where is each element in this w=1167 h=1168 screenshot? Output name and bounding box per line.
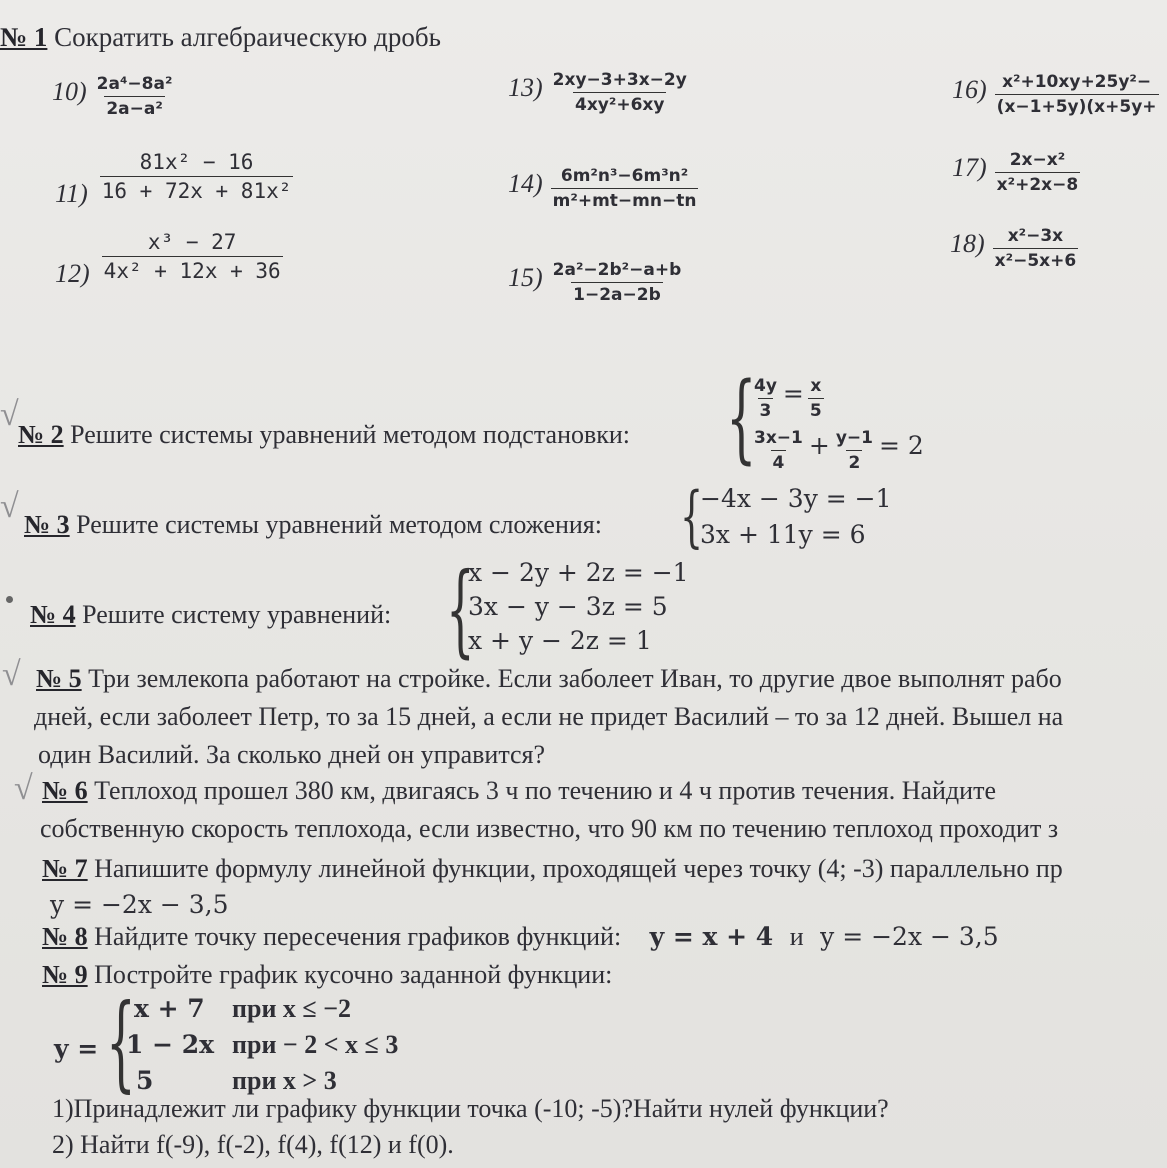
denominator: 4xy²+6xy: [573, 92, 666, 115]
task4-text: Решите систему уравнений:: [82, 600, 392, 629]
task4-eq1: x − 2y + 2z = −1: [468, 558, 689, 587]
task2-number: № 2: [18, 420, 64, 449]
task9-question1: 1)Принадлежит ли графику функции точка (-10; -5)?Найти нулей функции?: [52, 1094, 889, 1123]
piece-3-expr: 5: [136, 1066, 154, 1095]
task1-title: Сократить алгебраическую дробь: [54, 22, 441, 52]
fraction-item-14: [508, 166, 698, 211]
operator: +: [808, 431, 830, 461]
numerator: 4y: [754, 376, 777, 396]
piece-2-cond: при − 2 < x ≤ 3: [232, 1030, 399, 1059]
item-label: 14): [508, 169, 543, 199]
task7-heading: [42, 854, 1063, 884]
task6-number: № 6: [42, 776, 88, 805]
denominator: 2a−a²: [104, 96, 164, 119]
item-label: 13): [508, 73, 543, 103]
task2-text: Решите системы уравнений методом подстановки:: [70, 420, 631, 449]
task6-text: Теплоход прошел 380 км, двигаясь 3 ч по течению и 4 ч против течения. Найдите: [94, 776, 996, 805]
task9-number: № 9: [42, 960, 88, 989]
bullet-dot-icon: [6, 596, 13, 603]
task3-text: Решите системы уравнений методом сложения:: [76, 510, 602, 539]
numerator: x²−3x: [1007, 226, 1064, 246]
task8-heading: [42, 922, 999, 952]
piece-1-cond: при x ≤ −2: [232, 994, 352, 1023]
numerator: 2a²−2b²−a+b: [552, 260, 682, 280]
denominator: 4x² + 12x + 36: [102, 256, 283, 283]
numerator: 81x² − 16: [139, 150, 254, 174]
piece-2-expr: 1 − 2x: [126, 1030, 215, 1059]
denominator: 2: [846, 450, 862, 473]
numerator: x: [810, 376, 822, 396]
task9-question2: 2) Найти f(-9), f(-2), f(4), f(12) и f(0).: [52, 1130, 454, 1159]
item-label: 11): [55, 179, 88, 209]
task5-text: Три землекопа работают на стройке. Если заболеет Иван, то другие двое выполнят рабо: [88, 664, 1062, 693]
fraction: [808, 376, 824, 421]
numerator: 2x−x²: [1009, 150, 1066, 170]
task7-formula: y = −2x − 3,5: [50, 890, 229, 919]
check-mark-icon: √: [0, 396, 19, 433]
piecewise-lhs: y =: [54, 1034, 99, 1063]
task4-eq2: 3x − y − 3z = 5: [468, 592, 668, 621]
task5-line1: [36, 664, 1062, 694]
item-label: 15): [508, 263, 543, 293]
fraction-item-11: [55, 150, 293, 209]
task6-line2: собственную скорость теплохода, если известно, что 90 км по течению теплоход проходит з: [40, 814, 1059, 843]
item-label: 16): [952, 75, 987, 105]
task3-heading: [24, 510, 602, 540]
task7-number: № 7: [42, 854, 88, 883]
fraction-item-18: [950, 226, 1078, 271]
task4-heading: [30, 600, 391, 630]
denominator: 4: [771, 450, 787, 473]
task5-line3: один Василий. За сколько дней он управится?: [38, 740, 546, 769]
task1-number: № 1: [0, 22, 48, 52]
numerator: 3x−1: [754, 428, 803, 448]
item-label: 18): [950, 229, 985, 259]
piece-3-cond: при x > 3: [232, 1066, 337, 1095]
system-brace-icon: {: [726, 362, 757, 474]
numerator: 2xy−3+3x−2y: [552, 70, 687, 90]
fraction: [752, 376, 779, 421]
task4-number: № 4: [30, 600, 76, 629]
fraction: [995, 72, 1159, 117]
task6-line1: [42, 776, 996, 806]
system-brace-icon: {: [106, 981, 136, 1103]
denominator: m²+mt−mn−tn: [551, 188, 699, 211]
fraction-item-12: [55, 230, 283, 289]
item-label: 17): [952, 153, 987, 183]
fraction: [551, 70, 689, 115]
fraction: [834, 428, 875, 473]
denominator: x²−5x+6: [993, 248, 1079, 271]
task3-eq2: 3x + 11y = 6: [700, 520, 866, 549]
check-mark-icon: √: [2, 656, 21, 693]
item-label: 10): [52, 77, 87, 107]
denominator: 5: [808, 398, 824, 421]
fraction-item-17: [952, 150, 1080, 195]
denominator: 3: [758, 398, 774, 421]
numerator: 2a⁴−8a²: [96, 74, 173, 94]
task4-eq3: x + y − 2z = 1: [468, 626, 652, 655]
fraction-item-10: [52, 74, 174, 119]
task2-eq2: [752, 428, 924, 473]
fraction: [752, 428, 805, 473]
task2-heading: [18, 420, 630, 450]
task1-heading: [0, 22, 441, 53]
fraction: [102, 230, 283, 283]
fraction: [551, 166, 699, 211]
task9-text: Постройте график кусочно заданной функции:: [94, 960, 613, 989]
numerator: y−1: [835, 428, 873, 448]
piece-1-expr: x + 7: [134, 994, 205, 1023]
conjunction: и: [789, 922, 804, 951]
task7-text: Напишите формулу линейной функции, проходящей через точку (4; -3) параллельно пр: [94, 854, 1063, 883]
system-brace-icon: {: [680, 478, 704, 555]
numerator: x³ − 27: [147, 230, 237, 254]
fraction: [993, 226, 1079, 271]
fraction: [100, 150, 294, 203]
fraction-item-13: [508, 70, 689, 115]
task3-number: № 3: [24, 510, 70, 539]
numerator: 6m²n³−6m³n²: [560, 166, 689, 186]
item-label: 12): [55, 259, 90, 289]
task3-eq1: −4x − 3y = −1: [700, 484, 892, 513]
function-1: y = x + 4: [649, 922, 774, 951]
task8-number: № 8: [42, 922, 88, 951]
denominator: 1−2a−2b: [571, 282, 663, 305]
system-brace-icon: {: [446, 551, 475, 668]
fraction: [95, 74, 175, 119]
fraction: [995, 150, 1081, 195]
denominator: (x−1+5y)(x+5y+: [995, 94, 1159, 117]
check-mark-icon: √: [14, 770, 33, 807]
task5-number: № 5: [36, 664, 82, 693]
numerator: x²+10xy+25y²−: [1002, 72, 1152, 92]
denominator: 16 + 72x + 81x²: [100, 176, 294, 203]
right-hand-side: = 2: [878, 431, 924, 461]
check-mark-icon: √: [0, 488, 19, 525]
fraction-item-15: [508, 260, 683, 305]
task5-line2: дней, если заболеет Петр, то за 15 дней, а если не придет Василий – то за 12 дней. Вышел на: [34, 702, 1064, 731]
task2-eq1: [752, 376, 824, 421]
fraction: [551, 260, 684, 305]
function-2: y = −2x − 3,5: [820, 922, 999, 951]
denominator: x²+2x−8: [995, 172, 1081, 195]
fraction-item-16: [952, 72, 1159, 117]
task8-text: Найдите точку пересечения графиков функций:: [94, 922, 622, 951]
operator: =: [782, 379, 804, 409]
